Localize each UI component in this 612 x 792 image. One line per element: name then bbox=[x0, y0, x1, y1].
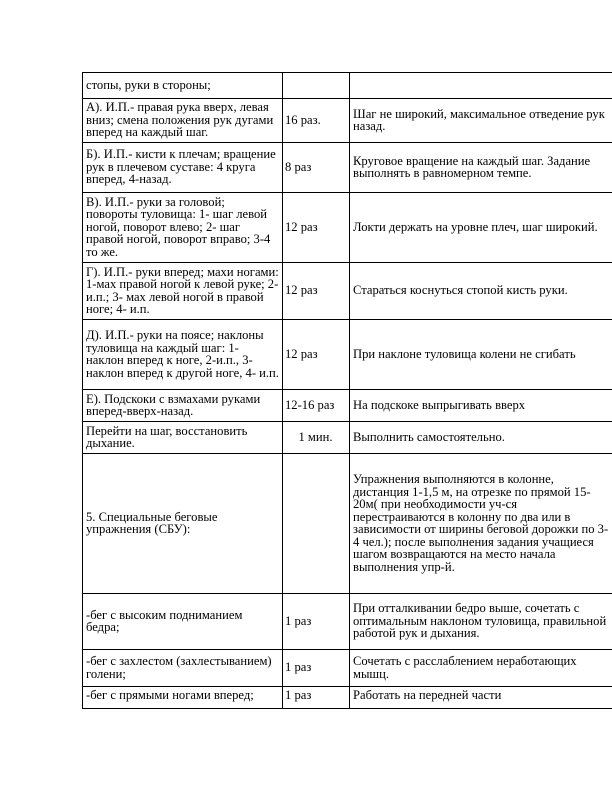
dose-cell: 1 раз bbox=[283, 687, 350, 709]
dose-cell bbox=[283, 454, 350, 594]
table-row bbox=[83, 454, 612, 594]
table-row bbox=[83, 320, 612, 390]
table-row bbox=[83, 263, 612, 320]
dose-cell: 12 раз bbox=[283, 193, 350, 263]
exercise-cell: А). И.П.- правая рука вверх, левая вниз; смена положения рук дугами вперед на каждый шаг. bbox=[83, 99, 283, 143]
exercise-cell: Д). И.П.- руки на поясе; наклоны туловища на каждый шаг: 1- наклон вперед к ноге, 2-и.п., 3- наклон вперед к другой ноге, 4- и.п. bbox=[83, 320, 283, 390]
dose-cell: 12-16 раз bbox=[283, 390, 350, 422]
dose-cell: 1 мин. bbox=[283, 422, 350, 454]
note-cell: Сочетать с расслаблением неработающих мышц. bbox=[350, 650, 612, 687]
exercise-cell: Г). И.П.- руки вперед; махи ногами: 1-мах правой ногой к левой руке; 2-и.п.; 3- мах левой ногой в правой ноге; 4- и.п. bbox=[83, 263, 283, 320]
table-row bbox=[83, 687, 612, 709]
exercise-cell: -бег с высоким подниманием бедра; bbox=[83, 594, 283, 650]
exercise-cell: Б). И.П.- кисти к плечам; вращение рук в плечевом суставе: 4 круга вперед, 4-назад. bbox=[83, 143, 283, 193]
table-row bbox=[83, 650, 612, 687]
dose-cell bbox=[283, 73, 350, 99]
dose-cell: 1 раз bbox=[283, 650, 350, 687]
note-cell: При наклоне туловища колени не сгибать bbox=[350, 320, 612, 390]
table-row bbox=[83, 193, 612, 263]
table-row bbox=[83, 143, 612, 193]
exercise-cell: Е). Подскоки с взмахами руками вперед-вверх-назад. bbox=[83, 390, 283, 422]
exercise-cell: В). И.П.- руки за головой; повороты туловища: 1- шаг левой ногой, поворот влево; 2- шаг правой ногой, поворот вправо; 3-4 то же. bbox=[83, 193, 283, 263]
note-cell: Круговое вращение на каждый шаг. Задание выполнять в равномерном темпе. bbox=[350, 143, 612, 193]
dose-cell: 8 раз bbox=[283, 143, 350, 193]
table-row bbox=[83, 99, 612, 143]
exercise-cell: стопы, руки в стороны; bbox=[83, 73, 283, 99]
dose-cell: 1 раз bbox=[283, 594, 350, 650]
note-cell bbox=[350, 73, 612, 99]
exercise-cell: -бег с захлестом (захлестыванием) голени; bbox=[83, 650, 283, 687]
table-row bbox=[83, 73, 612, 99]
table-row bbox=[83, 594, 612, 650]
table-row bbox=[83, 390, 612, 422]
exercise-cell: Перейти на шаг, восстановить дыхание. bbox=[83, 422, 283, 454]
exercise-cell: 5. Специальные беговые упражнения (СБУ): bbox=[83, 454, 283, 594]
note-cell: Работать на передней части bbox=[350, 687, 612, 709]
note-cell: При отталкивании бедро выше, сочетать с оптимальным наклоном туловища, правильной работой рук и дыхания. bbox=[350, 594, 612, 650]
exercise-table bbox=[82, 72, 612, 709]
note-cell: Упражнения выполняются в колонне, дистанция 1-1,5 м, на отрезке по прямой 15-20м( при необходимости уч-ся перестраиваются в колонну по два или в зависимости от ширины беговой дорожки по 3-4 чел.); после выполнения задания учащиеся шагом возвращаются на место начала выполнения упр-й. bbox=[350, 454, 612, 594]
dose-cell: 12 раз bbox=[283, 320, 350, 390]
note-cell: Локти держать на уровне плеч, шаг широкий. bbox=[350, 193, 612, 263]
dose-cell: 12 раз bbox=[283, 263, 350, 320]
table-row bbox=[83, 422, 612, 454]
note-cell: Шаг не широкий, максимальное отведение рук назад. bbox=[350, 99, 612, 143]
dose-cell: 16 раз. bbox=[283, 99, 350, 143]
note-cell: Выполнить самостоятельно. bbox=[350, 422, 612, 454]
exercise-cell: -бег с прямыми ногами вперед; bbox=[83, 687, 283, 709]
note-cell: На подскоке выпрыгивать вверх bbox=[350, 390, 612, 422]
note-cell: Стараться коснуться стопой кисть руки. bbox=[350, 263, 612, 320]
